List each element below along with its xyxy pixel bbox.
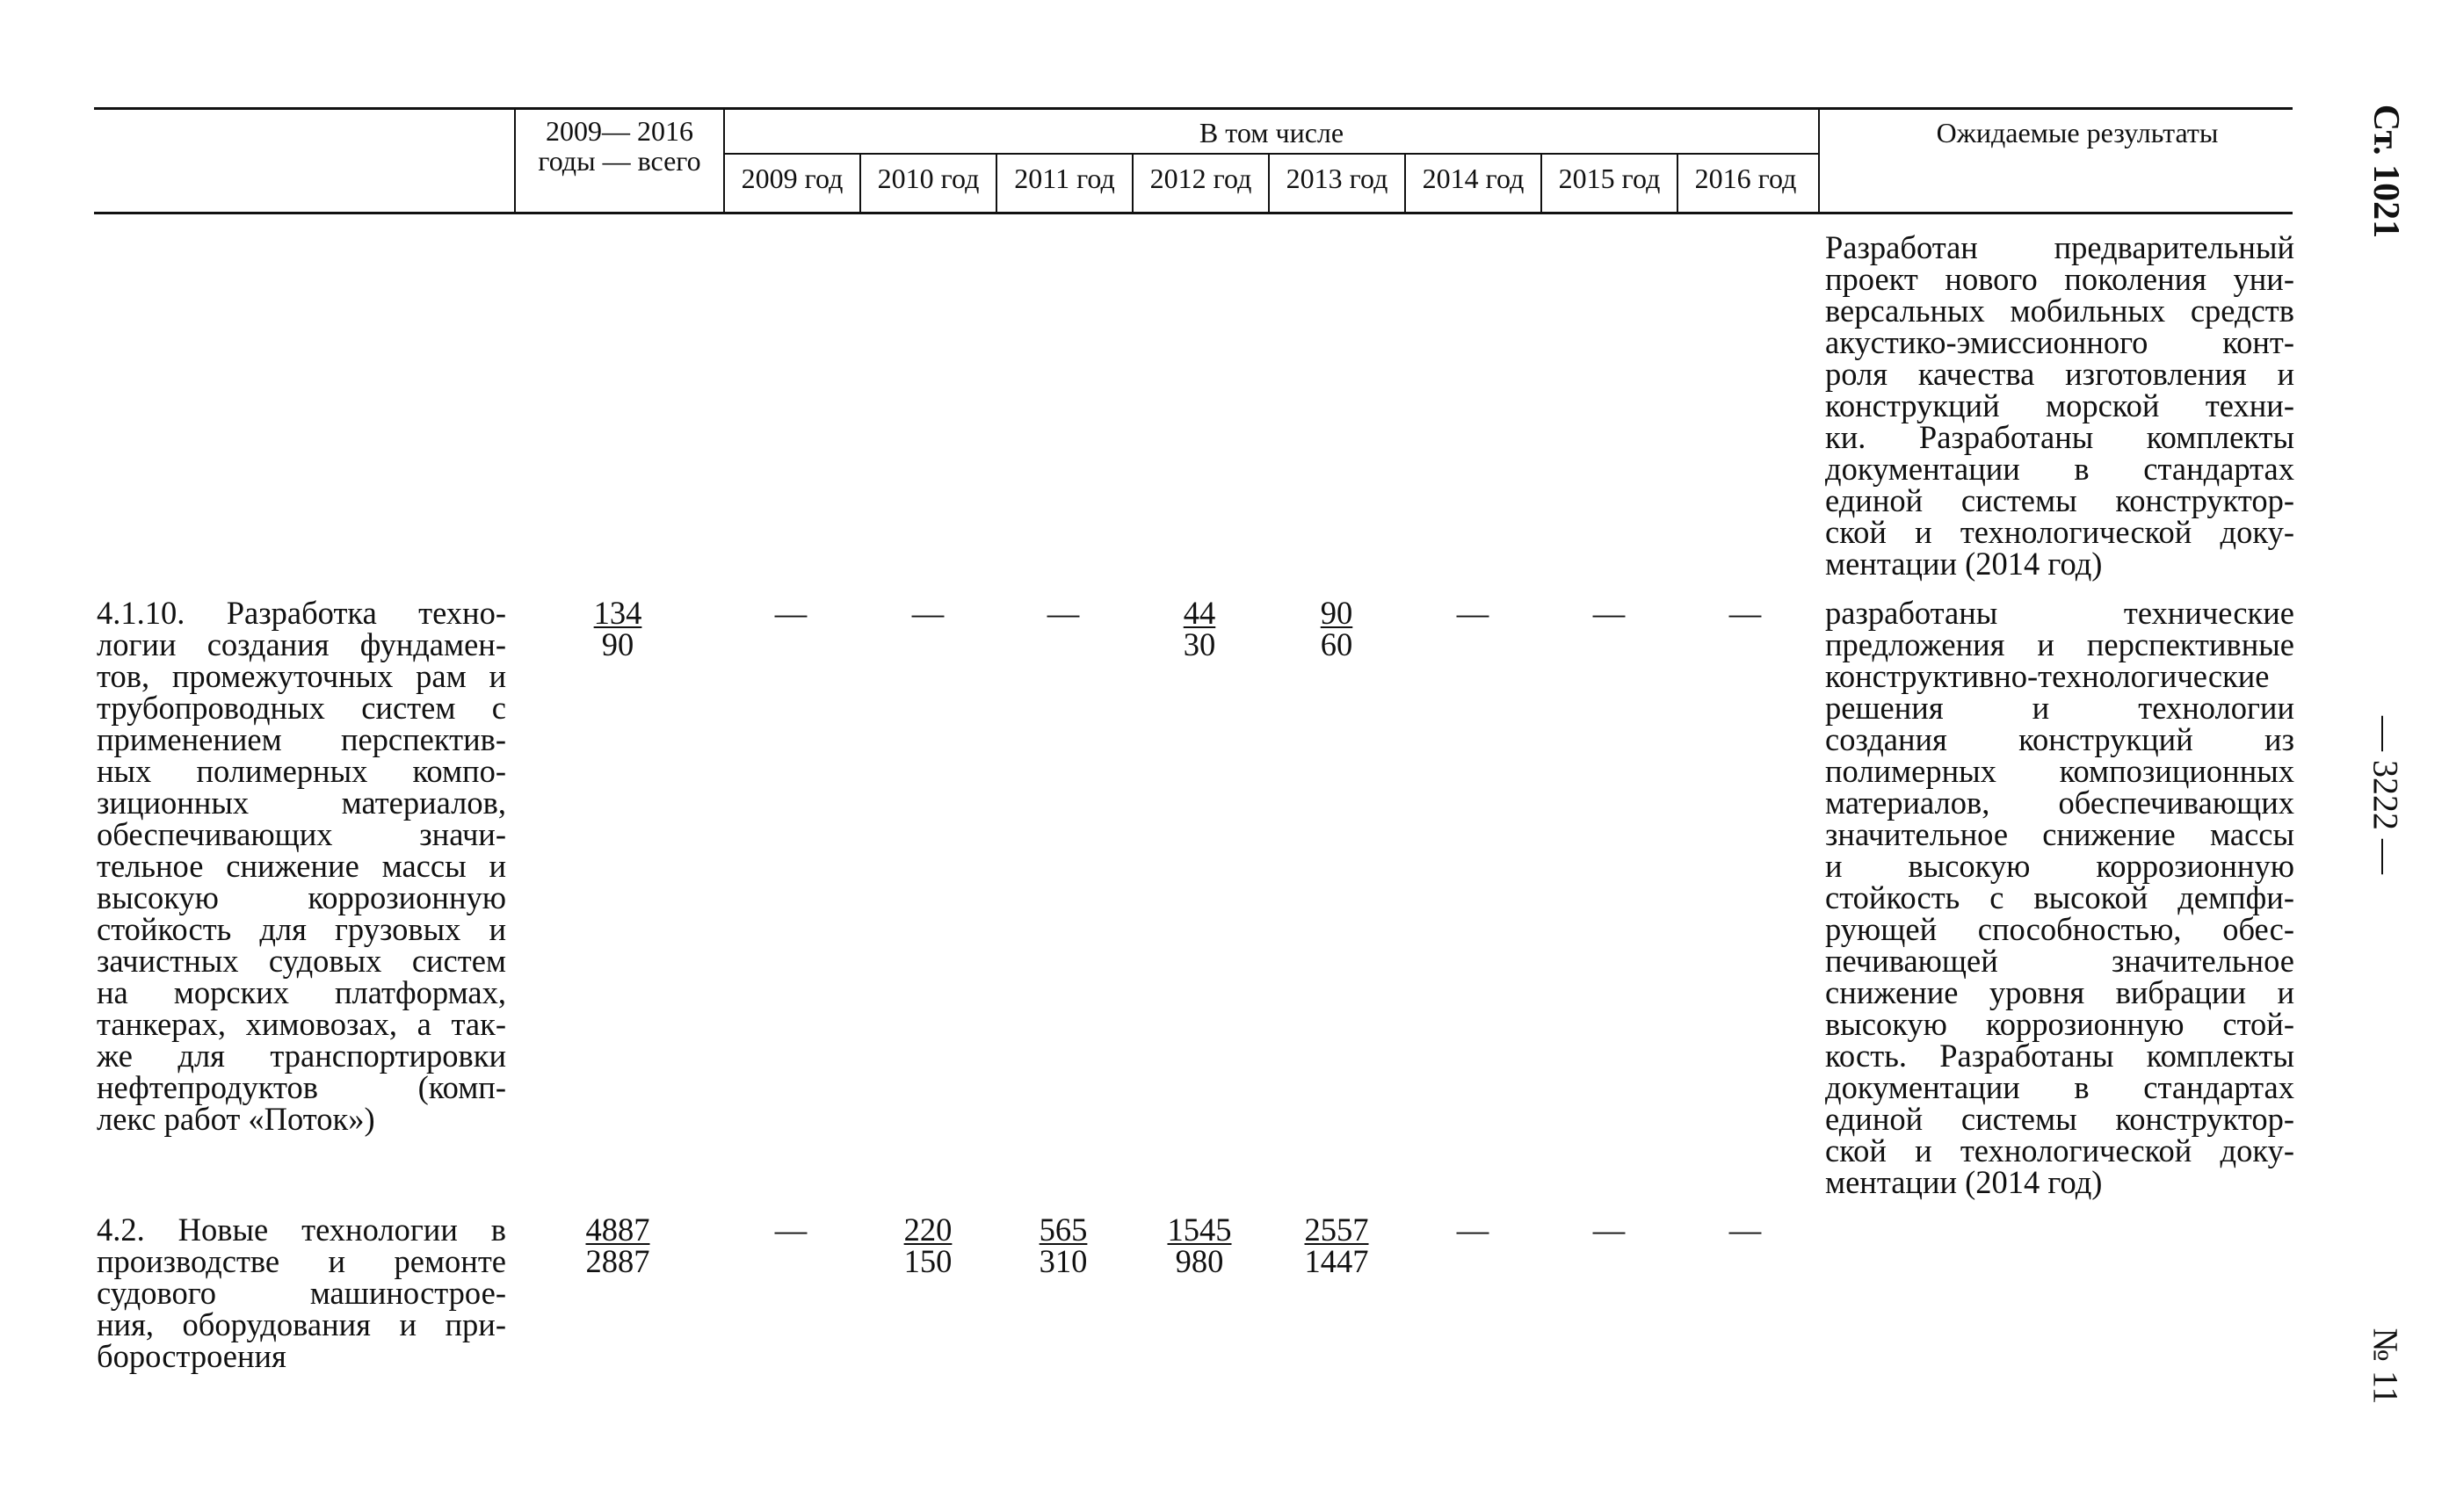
result-line: конструкций морской техни-	[1825, 387, 2294, 423]
year-value-top: 1545	[1167, 1212, 1232, 1248]
item-name-line: лекс работ «Поток»)	[97, 1101, 375, 1137]
year-value-top: 2557	[1304, 1212, 1369, 1248]
item-4-1-10-total	[565, 597, 670, 661]
year-value-bottom: 60	[1320, 626, 1353, 662]
result-line: ской и технологической доку-	[1825, 1132, 2294, 1168]
result-line: документации в стандартах	[1825, 1069, 2294, 1105]
item-name-line: трубопроводных систем с	[97, 690, 506, 726]
result-line: единой системы конструктор-	[1825, 482, 2294, 518]
header-total: 2009— 2016 годы — всего	[538, 115, 701, 177]
issue-number: № 11	[2366, 1328, 2406, 1405]
result-line: высокую коррозионную стой-	[1825, 1006, 2294, 1042]
result-line: кость. Разработаны комплекты	[1825, 1038, 2294, 1074]
year-cell-value	[1147, 597, 1252, 661]
result-line: акустико-эмиссионного конт-	[1825, 324, 2294, 360]
year-cell-dash: —	[1456, 1212, 1489, 1248]
year-cell-dash: —	[774, 595, 808, 631]
item-name-line: логии создания фундамен-	[97, 626, 506, 662]
result-line: и высокую коррозионную	[1825, 848, 2294, 884]
side-margin	[2337, 0, 2434, 1512]
item-name-line: зачистных судовых систем	[97, 943, 506, 979]
year-cell-dash: —	[774, 1212, 808, 1248]
header-year-2011: 2011 год	[1014, 163, 1115, 194]
year-cell-value	[1147, 1214, 1252, 1277]
year-value-top: 44	[1183, 595, 1216, 631]
year-value-top: 220	[903, 1212, 953, 1248]
item-4-2-total-top: 4887	[585, 1212, 650, 1248]
result-line: ментации (2014 год)	[1825, 546, 2103, 582]
header-year-2010: 2010 год	[877, 163, 980, 194]
year-value-bottom: 30	[1183, 626, 1216, 662]
header-year-2016: 2016 год	[1694, 163, 1797, 194]
result-line: конструктивно-технологические	[1825, 658, 2270, 694]
result-line: проект нового поколения уни-	[1825, 261, 2294, 297]
expected-results-continuation	[1825, 229, 2294, 582]
year-cell-value	[1284, 597, 1389, 661]
result-line: значительное снижение массы	[1825, 816, 2294, 852]
year-cell-dash: —	[911, 595, 945, 631]
header-year-2013: 2013 год	[1286, 163, 1388, 194]
year-cell-value	[1011, 1214, 1116, 1277]
result-line: версальных мобильных средств	[1825, 293, 2294, 329]
item-name-line: 4.2. Новые технологии в	[97, 1212, 506, 1248]
result-line: ки. Разработаны комплекты	[1825, 419, 2294, 455]
item-name-line: обеспечивающих значи-	[97, 816, 506, 852]
header-year-2009: 2009 год	[741, 163, 844, 194]
item-name-line: тельное снижение массы и	[97, 848, 506, 884]
result-line: снижение уровня вибрации и	[1825, 974, 2294, 1010]
header-year-2014: 2014 год	[1422, 163, 1525, 194]
item-4-2-total	[565, 1214, 670, 1277]
result-line: единой системы конструктор-	[1825, 1101, 2294, 1137]
item-name-line: зиционных материалов,	[97, 785, 506, 821]
year-value-bottom: 150	[903, 1243, 953, 1279]
header-bottom-rule	[94, 212, 2293, 214]
page-number: — 3222 —	[2366, 716, 2406, 874]
result-line: ментации (2014 год)	[1825, 1164, 2103, 1200]
header-year-2012: 2012 год	[1149, 163, 1252, 194]
year-cell-dash: —	[1728, 1212, 1762, 1248]
year-value-bottom: 310	[1039, 1243, 1088, 1279]
year-value-bottom: 1447	[1304, 1243, 1369, 1279]
year-cell-dash: —	[1592, 1212, 1626, 1248]
item-name-line: производстве и ремонте	[97, 1243, 506, 1279]
result-line: ской и технологической доку-	[1825, 514, 2294, 550]
item-name-line: ных полимерных компо-	[97, 753, 506, 789]
header-top-rule	[94, 107, 2293, 110]
result-line: Разработан предварительный	[1825, 229, 2294, 265]
item-4-1-10-expected-results	[1825, 597, 2294, 1198]
item-name-line: высокую коррозионную	[97, 879, 506, 915]
item-name-line: на морских платформах,	[97, 974, 506, 1010]
result-line: документации в стандартах	[1825, 451, 2294, 487]
result-line: рующей способностью, обес-	[1825, 911, 2294, 947]
header-year-2015: 2015 год	[1558, 163, 1661, 194]
item-name-line: стойкость для грузовых и	[97, 911, 506, 947]
year-value-top: 565	[1039, 1212, 1088, 1248]
page-reference: Ст. 1021	[2366, 104, 2406, 239]
result-line: разработаны технические	[1825, 595, 2294, 631]
header-expected-results: Ожидаемые результаты	[1936, 117, 2219, 148]
item-4-2-name	[97, 1214, 506, 1372]
item-4-1-10-total-top: 134	[593, 595, 642, 631]
item-4-2-total-bottom: 2887	[585, 1243, 650, 1279]
item-name-line: тов, промежуточных рам и	[97, 658, 506, 694]
including-rule	[724, 153, 1819, 155]
item-name-line: судового машинострое-	[97, 1275, 506, 1311]
item-name-line: нефтепродуктов (комп-	[97, 1069, 506, 1105]
year-value-bottom: 980	[1175, 1243, 1224, 1279]
year-cell-dash: —	[1456, 595, 1489, 631]
year-cell-dash: —	[1592, 595, 1626, 631]
item-name-line: применением перспектив-	[97, 721, 506, 757]
year-cell-dash: —	[1728, 595, 1762, 631]
result-line: роля качества изготовления и	[1825, 356, 2294, 392]
year-cell-dash: —	[1047, 595, 1080, 631]
item-name-line: танкерах, химовозах, а так-	[97, 1006, 506, 1042]
result-line: полимерных композиционных	[1825, 753, 2294, 789]
result-line: создания конструкций из	[1825, 721, 2294, 757]
year-value-top: 90	[1320, 595, 1353, 631]
item-4-1-10-name	[97, 597, 506, 1135]
year-cell-value	[875, 1214, 981, 1277]
result-line: предложения и перспективные	[1825, 626, 2294, 662]
item-name-line: же для транспортировки	[97, 1038, 506, 1074]
result-line: материалов, обеспечивающих	[1825, 785, 2294, 821]
result-line: стойкость с высокой демпфи-	[1825, 879, 2294, 915]
item-name-line: 4.1.10. Разработка техно-	[97, 595, 506, 631]
item-name-line: ния, оборудования и при-	[97, 1306, 506, 1342]
result-line: печивающей значительное	[1825, 943, 2294, 979]
item-name-line: боростроения	[97, 1338, 286, 1374]
header-including: В том числе	[1199, 117, 1344, 148]
item-4-1-10-total-bottom: 90	[601, 626, 634, 662]
year-cell-value	[1284, 1214, 1389, 1277]
result-line: решения и технологии	[1825, 690, 2294, 726]
